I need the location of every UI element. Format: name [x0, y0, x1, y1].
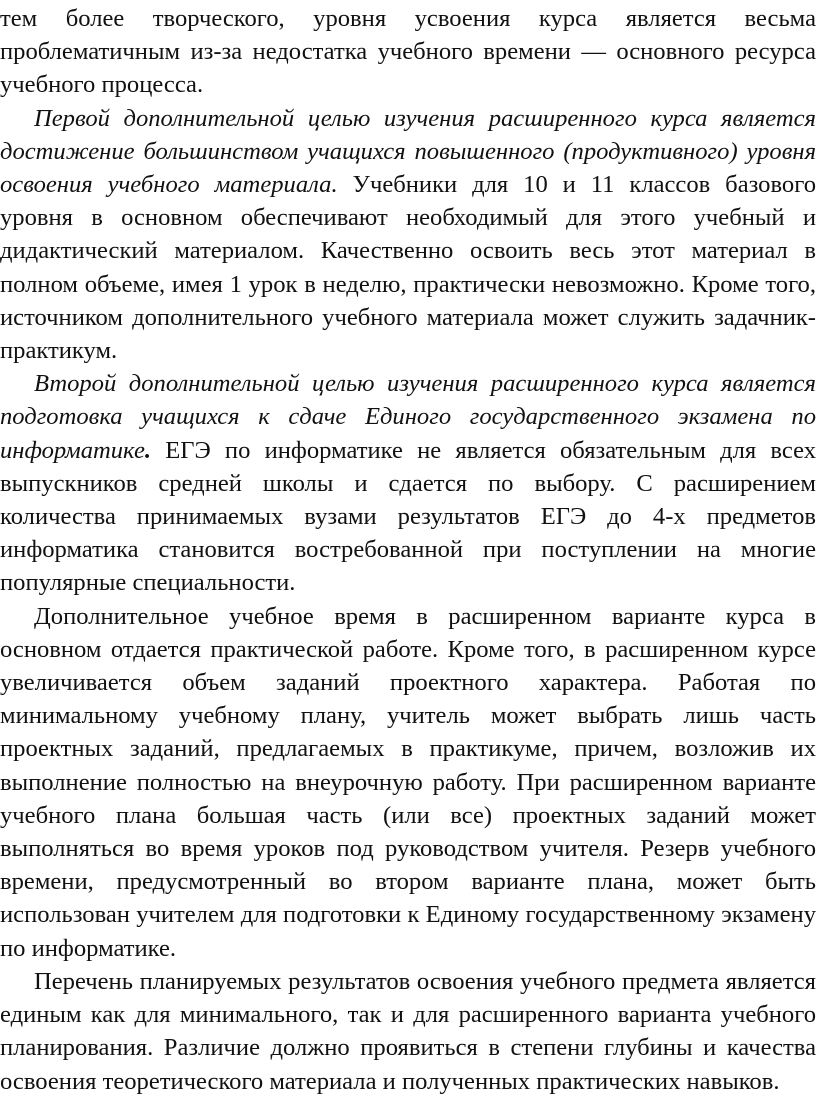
paragraph-text: ЕГЭ по информатике не является обязательным для всех выпускников средней школы и сдается по выбору. С расширением количества принимаемых вузами результатов ЕГЭ до 4-х предметов информатика становится востребованной при поступлении на многие популярные специальности.	[0, 436, 816, 597]
paragraph-results-list	[0, 965, 816, 1098]
italic-lead-period: .	[331, 171, 338, 199]
paragraph-first-goal	[0, 102, 816, 368]
italic-lead-text: Второй дополнительной целью изучения расширенного курса является подготовка учащихся к сдаче Единого государственного экзамена по информатике	[0, 370, 816, 464]
paragraph-text: Дополнительное учебное время в расширенном варианте курса в основном отдается практической работе. Кроме того, в расширенном курсе увеличивается объем заданий проектного характера. Работая по минимальному учебному плану, учитель может выбрать лишь часть проектных заданий, предлагаемых в практикуме, причем, возложив их выполнение полностью на внеурочную работу. При расширенном варианте учебного плана большая часть (или все) проектных заданий может выполняться во время уроков под руководством учителя. Резерв учебного времени, предусмотренный во втором варианте плана, может быть использован учителем для подготовки к Единому государственному экзамену по информатике.	[0, 602, 816, 962]
bold-italic-lead-period: .	[144, 436, 152, 464]
paragraph-text: тем более творческого, уровня усвоения курса является весьма проблематичным из-за недостатка учебного времени — основного ресурса учебного процесса.	[0, 5, 816, 99]
paragraph-additional-time	[0, 600, 816, 965]
paragraph-text: Перечень планируемых результатов освоения учебного предмета является единым как для минимального, так и для расширенного варианта учебного планирования. Различие должно проявиться в степени глубины и качества освоения теоретического материала и полученных практических навыков.	[0, 967, 816, 1095]
paragraph-second-goal	[0, 367, 816, 599]
italic-lead-text: Первой дополнительной целью изучения расширенного курса является достижение большинством учащихся повышенного (продуктивного) уровня освоения учебного материала	[0, 104, 816, 199]
paragraph-continuation	[0, 2, 816, 102]
paragraph-text: Учебники для 10 и 11 классов базового уровня в основном обеспечивают необходимый для этого учебный и дидактический материалом. Качественно освоить весь этот материал в полном объеме, имея 1 урок в неделю, практически невозможно. Кроме того, источником дополнительного учебного материала может служить задачник-практикум.	[0, 171, 816, 365]
